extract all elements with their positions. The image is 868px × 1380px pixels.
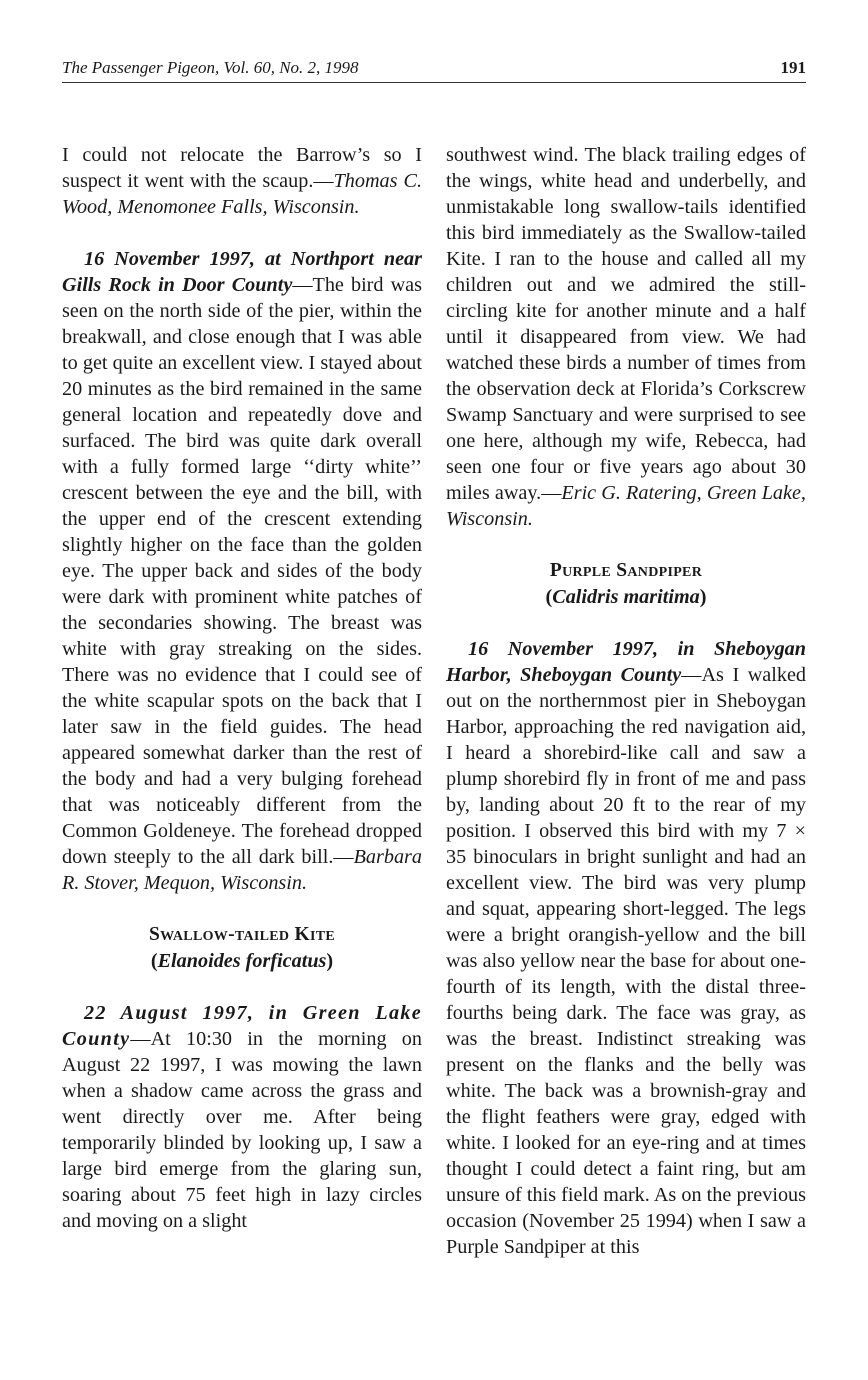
journal-citation: The Passenger Pigeon, Vol. 60, No. 2, 1998 — [62, 58, 359, 77]
running-header — [62, 58, 806, 83]
left-column — [62, 142, 422, 1234]
species-heading-kite — [62, 922, 422, 974]
paragraph-wood — [62, 142, 422, 220]
paragraph-text: I could not relocate the Barrow’s so I suspect it went with the scaup.— — [62, 144, 422, 192]
right-column — [446, 142, 806, 1260]
species-common-name: Swallow-tailed Kite — [149, 924, 335, 945]
species-scientific-name: (Elanoides forficatus) — [150, 950, 334, 972]
paragraph-text: southwest wind. The black trailing edges of the wings, white head and underbelly, and unmistakable long swallow-tails identified this bird immediately as the Swallow-tailed Kite. I ran to the house and called all my children out and we admired the still-circling kite for another minute and a half until it disappeared from view. We had watched these birds a number of times from the observation deck at Florida’s Corkscrew Swamp Sanctuary and were surprised to see one here, although my wife, Rebecca, had seen one four or five years ago about 30 miles away.— — [446, 144, 806, 504]
paragraph-text: —The bird was seen on the north side of the pier, within the breakwall, and close enough that I was able to get quite an excellent view. I stayed about 20 minutes as the bird remained in the same general location and repeatedly dove and surfaced. The bird was quite dark overall with a fully formed large ‘‘dirty white’’ crescent between the eye and the bill, with the upper end of the crescent extending slightly higher on the face than the golden eye. The upper back and sides of the body were dark with prominent white patches of the secondaries showing. The breast was white with gray streaking on the sides. There was no evidence that I could see of the white scapular spots on the back that I later saw in the field guides. The head appeared somewhat darker than the rest of the body and had a very bulging forehead that was noticeably different from the Common Goldeneye. The forehead dropped down steeply to the all dark bill.— — [62, 274, 422, 868]
author-credit: Barbara R. Stover, Mequon, Wisconsin. — [62, 846, 422, 894]
record-lead: 16 November 1997, at Northport near Gills Rock in Door County — [62, 248, 422, 296]
species-scientific-name: (Calidris maritima) — [545, 586, 707, 608]
record-lead: 16 November 1997, in Sheboygan Harbor, Sheboygan County — [446, 638, 806, 686]
species-heading-sandpiper — [446, 558, 806, 610]
scientific-name-text: Elanoides forficatus — [157, 950, 327, 972]
paragraph-green-lake — [62, 1000, 422, 1234]
paragraph-northport — [62, 246, 422, 896]
species-common-name: Purple Sandpiper — [549, 560, 703, 581]
author-credit: Eric G. Ratering, Green Lake, Wisconsin. — [446, 482, 806, 530]
scientific-name-text: Calidris maritima — [552, 586, 700, 608]
page-number: 191 — [780, 58, 806, 77]
record-lead: 22 August 1997, in Green Lake County — [62, 1002, 422, 1050]
author-credit: Thomas C. Wood, Menomonee Falls, Wisconsin. — [62, 170, 422, 218]
paragraph-kite-continued — [446, 142, 806, 532]
paragraph-text: —As I walked out on the northernmost pier in Sheboygan Harbor, approaching the red navigation aid, I heard a shorebird-like call and saw a plump shorebird fly in front of me and pass by, landing about 20 ft to the rear of my position. I observed this bird with my 7 × 35 binoculars in bright sunlight and had an excellent view. The bird was very plump and squat, appearing short-legged. The legs were a bright orangish-yellow and the bill was also yellow near the base for about one-fourth of its length, with the distal three-fourths being dark. The face was gray, as was the breast. Indistinct streaking was present on the flanks and the belly was white. The back was a brownish-gray and the flight feathers were gray, edged with white. I looked for an eye-ring and at times thought I could detect a faint ring, but am unsure of this field mark. As on the previous occasion (November 25 1994) when I saw a Purple Sandpiper at this — [446, 664, 806, 1258]
paragraph-text: —At 10:30 in the morning on August 22 1997, I was mowing the lawn when a shadow came across the grass and went directly over me. After being temporarily blinded by looking up, I saw a large bird emerge from the glaring sun, soaring about 75 feet high in lazy circles and moving on a slight — [62, 1028, 422, 1232]
paragraph-sheboygan — [446, 636, 806, 1260]
